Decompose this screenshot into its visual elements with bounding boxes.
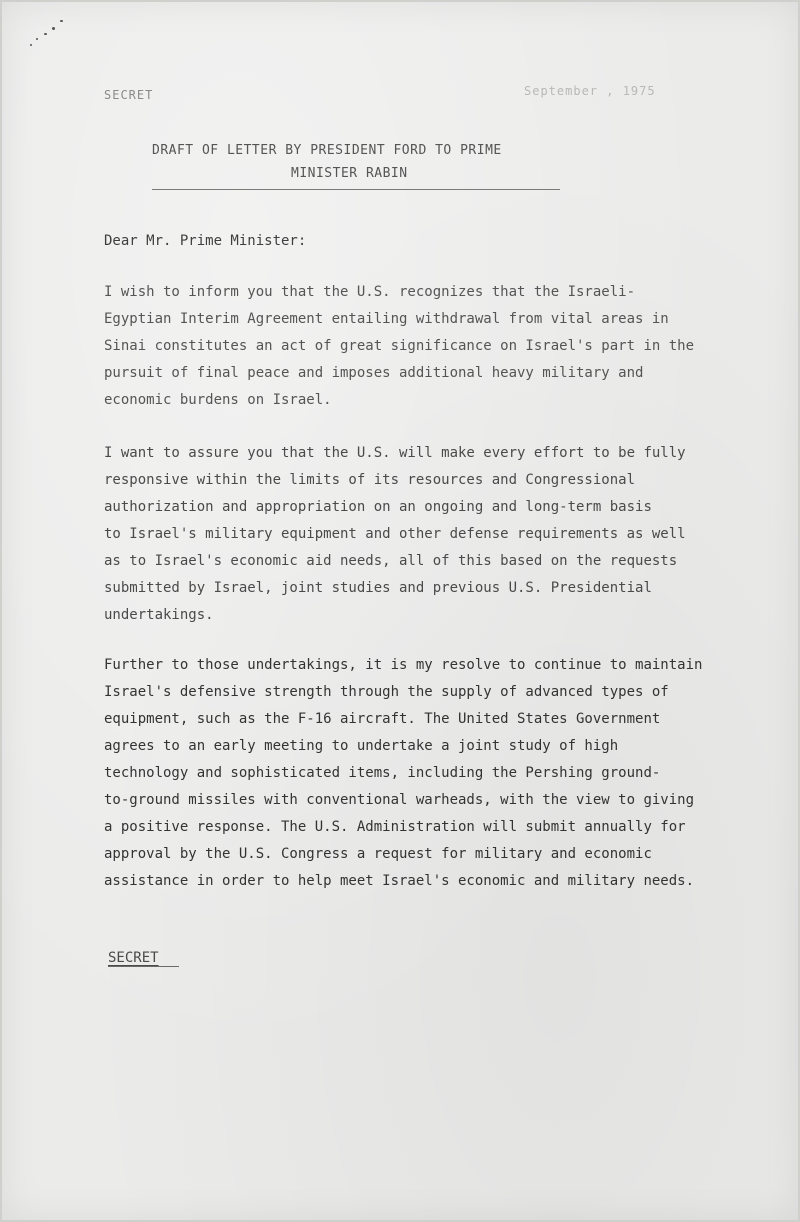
paragraph-3: Further to those undertakings, it is my resolve to continue to maintain Israel's defensive strength through the supply of advanced types of equipment, such as the F-16 aircraft. The United States Government agrees to an early meeting to undertake a joint study of high technology and sophisticated items, including the Pershing ground- to-ground missiles with conventional warheads, with the view to giving a positive response. The U.S. Administration will submit annually for approval by the U.S. Congress a request for military and economic assistance in order to help meet Israel's economic and military needs.	[104, 657, 703, 889]
ink-speck	[36, 38, 38, 40]
paragraph-2: I want to assure you that the U.S. will make every effort to be fully responsive within the limits of its resources and Congressional authorization and appropriation on an ongoing and long-term basis to Israel's military equipment and other defense requirements as well as to Israel's economic aid needs, all of this based on the requests submitted by Israel, joint studies and previous U.S. Presidential undertakings.	[104, 445, 686, 623]
ink-speck	[44, 33, 47, 35]
ink-speck	[30, 44, 32, 46]
title-underline	[152, 189, 560, 190]
letter-date: September , 1975	[524, 84, 656, 98]
ink-speck	[60, 20, 63, 22]
document-title-line-2: MINISTER RABIN	[291, 166, 408, 181]
classification-bottom: SECRET	[108, 950, 179, 967]
paragraph-1: I wish to inform you that the U.S. recognizes that the Israeli- Egyptian Interim Agreement entailing withdrawal from vital areas in Sinai constitutes an act of great significance on Israel's part in the pursuit of final peace and imposes additional heavy military and economic burdens on Israel.	[104, 284, 695, 408]
salutation: Dear Mr. Prime Minister:	[104, 233, 307, 249]
document-title-line-1: DRAFT OF LETTER BY PRESIDENT FORD TO PRIME	[152, 143, 502, 158]
classification-top: SECRET	[104, 88, 154, 102]
ink-speck	[52, 27, 55, 30]
